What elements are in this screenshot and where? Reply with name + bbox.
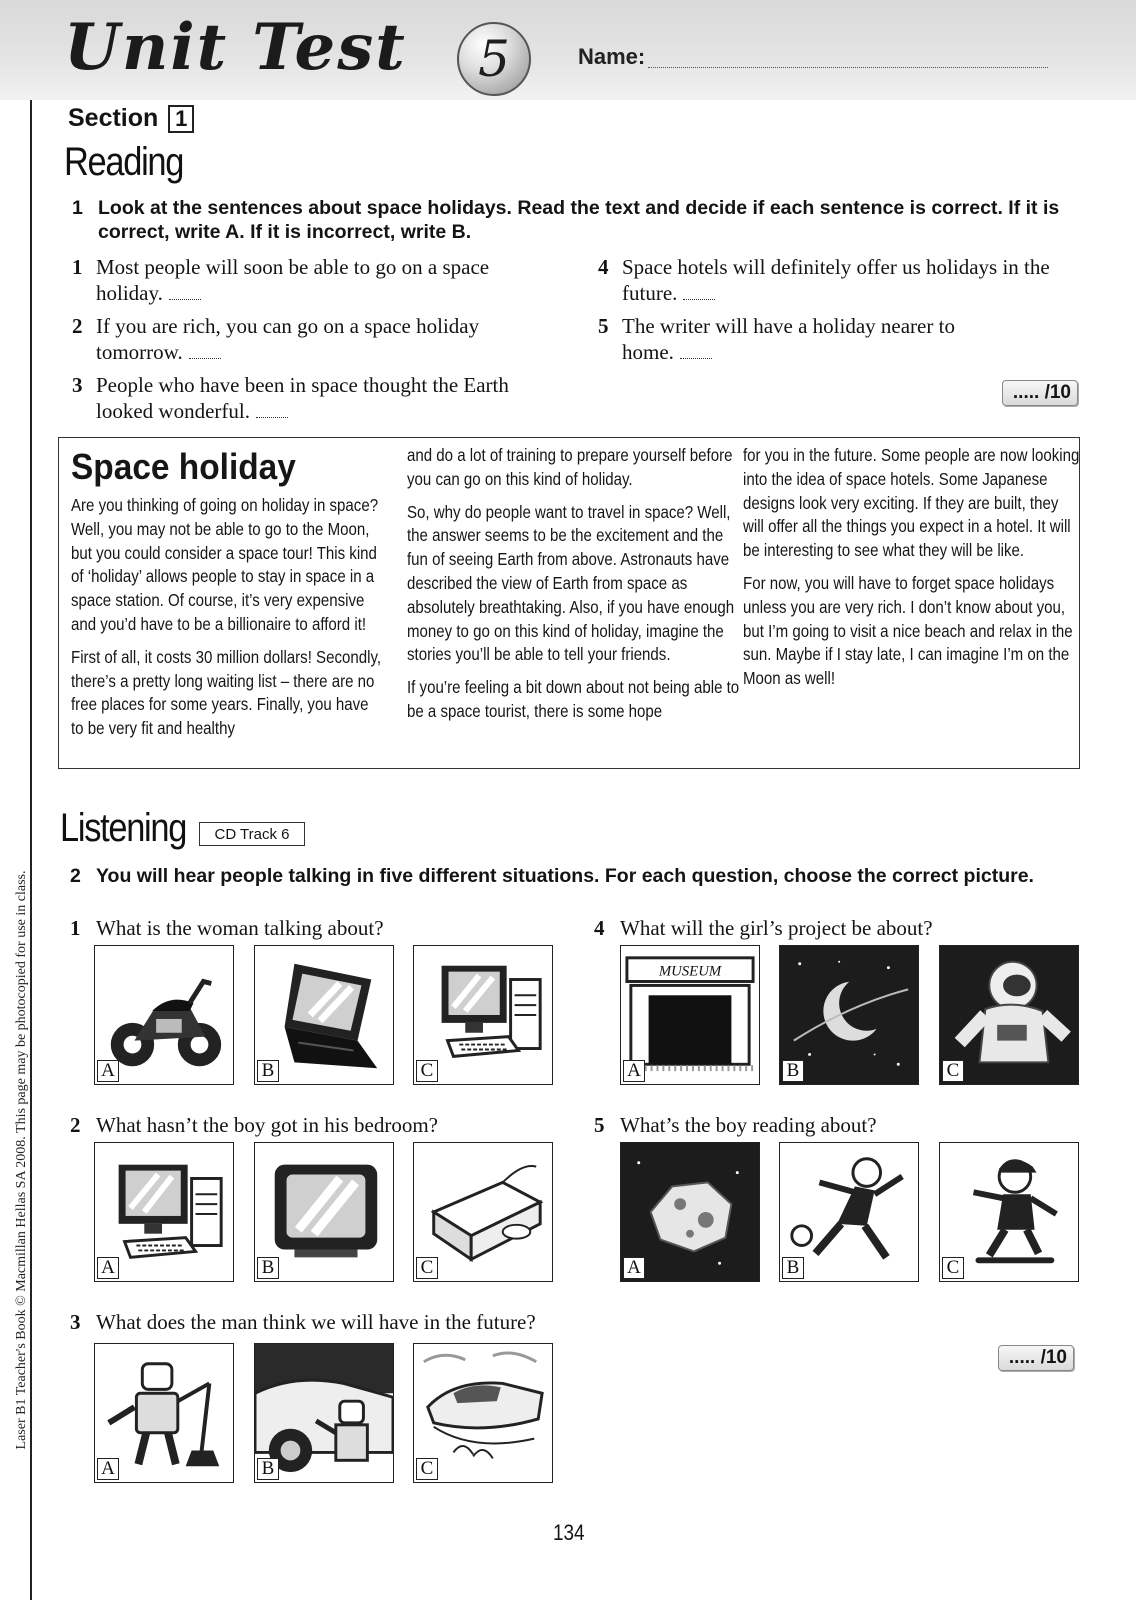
option-letter: C (942, 1060, 964, 1082)
article-paragraph: for you in the future. Some people are now looking into the idea of space hotels. Some Japanese designs look very exciting. If they are built, they will offer all the things you expect in a hotel. It will be interesting to see what they will be like. (743, 445, 1080, 561)
question-text: What will the girl’s project be about? (620, 916, 933, 940)
question-text: What is the woman talking about? (96, 916, 384, 940)
unit-number-badge: 5 (457, 22, 531, 96)
picture-option[interactable] (254, 945, 394, 1085)
item-text: Space hotels will definitely offer us holidays in the future. (622, 255, 1050, 305)
article-column-1 (71, 444, 384, 750)
copyright-credit: Laser B1 Teacher's Book © Macmillan Hellas SA 2008. This page may be photocopied for use in class. (14, 870, 29, 1450)
option-letter: A (97, 1458, 119, 1480)
article-column-3 (743, 444, 1080, 700)
test-title-word: Test (252, 10, 407, 85)
answer-blank[interactable] (683, 297, 715, 300)
item-number: 2 (72, 314, 83, 338)
listening-question (70, 915, 540, 941)
question-number: 3 (70, 1310, 81, 1334)
question-number: 4 (594, 916, 605, 940)
picture-option[interactable] (94, 945, 234, 1085)
question-text: What hasn’t the boy got in his bedroom? (96, 1113, 438, 1137)
name-field[interactable] (648, 66, 1048, 68)
reading-score-box[interactable]: ..... /10 (1002, 380, 1078, 406)
option-letter: C (942, 1257, 964, 1279)
listening-heading: Listening (60, 806, 187, 850)
picture-option[interactable] (620, 945, 760, 1085)
option-letter: C (416, 1257, 438, 1279)
picture-option[interactable] (620, 1142, 760, 1282)
section-label (68, 104, 194, 133)
listening-score-box[interactable]: ..... /10 (998, 1345, 1074, 1371)
instruction-number: 1 (72, 197, 83, 219)
option-letter: C (416, 1060, 438, 1082)
picture-option[interactable] (779, 945, 919, 1085)
answer-blank[interactable] (256, 415, 288, 418)
reading-item (598, 313, 998, 365)
reading-item (72, 372, 562, 424)
article-title: Space holiday (71, 446, 296, 487)
unit-title-word: Unit (64, 10, 229, 85)
unit-title (64, 10, 407, 85)
item-number: 4 (598, 255, 609, 279)
reading-text-box (58, 437, 1080, 769)
item-text: If you are rich, you can go on a space holiday tomorrow. (96, 314, 480, 364)
name-label: Name: (578, 44, 646, 69)
option-letter: B (782, 1060, 804, 1082)
article-paragraph: For now, you will have to forget space holidays unless you are very rich. I don’t know about you, but I’m going to visit a nice beach and relax in the sun. Maybe if I stay late, I can imagine I’m on the Moon as well! (743, 572, 1073, 689)
picture-option[interactable] (939, 1142, 1079, 1282)
section-label-text: Section (68, 104, 159, 132)
article-paragraph: and do a lot of training to prepare yourself before you can go on this kind of holiday. (407, 445, 733, 489)
answer-blank[interactable] (169, 297, 201, 300)
answer-blank[interactable] (189, 356, 221, 359)
listening-question (594, 915, 1074, 941)
listening-instruction (70, 864, 1080, 888)
question-number: 1 (70, 916, 81, 940)
question-text: What’s the boy reading about? (620, 1113, 877, 1137)
picture-option[interactable] (413, 1142, 553, 1282)
answer-blank[interactable] (680, 356, 712, 359)
option-letter: A (623, 1257, 645, 1279)
item-number: 5 (598, 314, 609, 338)
item-text: The writer will have a holiday nearer to home. (622, 314, 955, 364)
item-text: Most people will soon be able to go on a space holiday. (96, 255, 490, 305)
page-number: 134 (553, 1520, 585, 1545)
option-letter: B (257, 1060, 279, 1082)
article-column-2 (407, 444, 744, 733)
article-paragraph: Are you thinking of going on holiday in space? Well, you may not be able to go to the Moon, but you could consider a space tour! This kind of ‘holiday’ allows people to stay in space in a space station. Of course, it’s very expensive and you’d have to be a billionaire to afford it! (71, 495, 379, 634)
reading-item (72, 313, 542, 365)
reading-heading: Reading (64, 140, 184, 184)
instruction-number: 2 (70, 865, 81, 887)
instruction-text: You will hear people talking in five different situations. For each question, choose the correct picture. (96, 865, 1034, 887)
option-letter: B (782, 1257, 804, 1279)
question-number: 2 (70, 1113, 81, 1137)
item-number: 3 (72, 373, 83, 397)
picture-option[interactable] (94, 1343, 234, 1483)
section-number: 1 (168, 105, 194, 133)
picture-option[interactable] (94, 1142, 234, 1282)
cd-track-badge: CD Track 6 (199, 822, 305, 846)
option-letter: B (257, 1458, 279, 1480)
instruction-text: Look at the sentences about space holidays. Read the text and decide if each sentence is correct. If it is correct, write A. If it is incorrect, write B. (98, 197, 1060, 243)
picture-option[interactable] (254, 1343, 394, 1483)
option-letter: A (97, 1257, 119, 1279)
picture-option[interactable] (254, 1142, 394, 1282)
option-letter: C (416, 1458, 438, 1480)
option-letter: A (623, 1060, 645, 1082)
picture-option[interactable] (779, 1142, 919, 1282)
reading-instruction (72, 196, 1082, 244)
listening-question (70, 1309, 590, 1335)
question-text: What does the man think we will have in the future? (96, 1310, 536, 1334)
margin-rule (30, 100, 32, 1600)
article-paragraph: So, why do people want to travel in space? Well, the answer seems to be the excitement and the fun of seeing Earth from above. Astronauts have described the view of Earth from space as absolutely breathtaking. Also, if you have enough money to go on this kind of holiday, imagine the stories you’ll be able to tell your friends. (407, 501, 735, 665)
item-text: People who have been in space thought the Earth looked wonderful. (96, 373, 509, 423)
listening-question (594, 1112, 1074, 1138)
question-number: 5 (594, 1113, 605, 1137)
option-letter: B (257, 1257, 279, 1279)
article-paragraph: First of all, it costs 30 million dollars! Secondly, there’s a pretty long waiting list – there are no free places for some years. Finally, you have to be very fit and healthy (71, 646, 382, 739)
listening-question (70, 1112, 540, 1138)
picture-option[interactable] (939, 945, 1079, 1085)
picture-option[interactable] (413, 1343, 553, 1483)
item-number: 1 (72, 255, 83, 279)
article-paragraph: If you’re feeling a bit down about not being able to be a space tourist, there is some hope (407, 677, 740, 721)
reading-item (598, 254, 1080, 306)
museum-sign-text: MUSEUM (658, 963, 722, 980)
reading-item (72, 254, 542, 306)
picture-option[interactable] (413, 945, 553, 1085)
option-letter: A (97, 1060, 119, 1082)
